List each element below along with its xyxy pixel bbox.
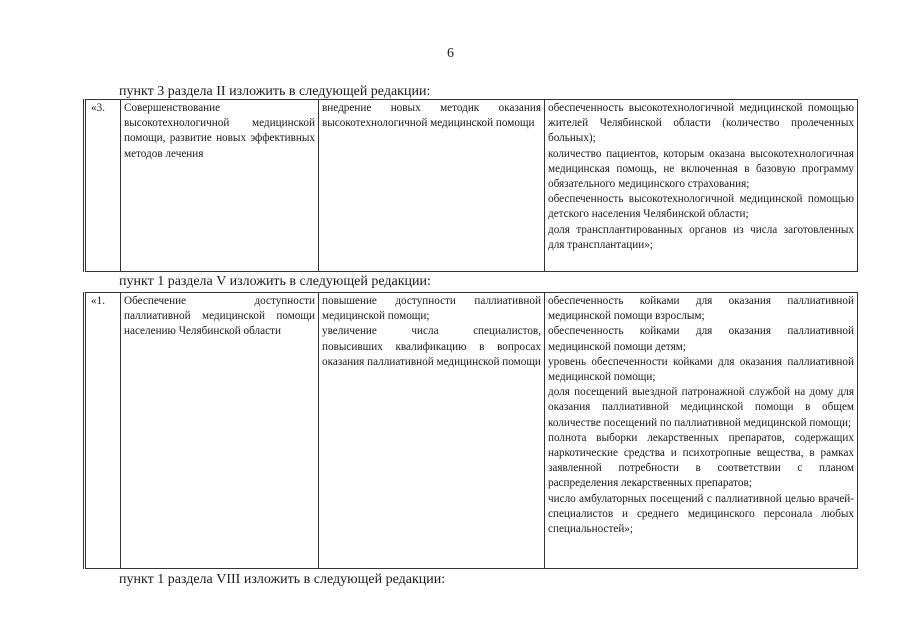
indicator-item: число амбулаторных посещений с паллиативной целью врачей-специалистов и среднего медицинского персонала любых специальностей»; <box>548 492 854 536</box>
table-section-5 <box>83 292 858 569</box>
indicator-item: обеспеченность койками для оказания паллиативной медицинской помощи взрослым; <box>548 295 854 323</box>
table-section-2 <box>83 99 858 272</box>
section-heading-3: пункт 1 раздела VIII изложить в следующей редакции: <box>119 572 446 587</box>
indicator-item: уровень обеспеченности койками для оказания паллиативной медицинской помощи; <box>548 355 854 384</box>
result-cell: внедрение новых методик оказания высокотехнологичной медицинской помощи <box>319 100 545 272</box>
table-row <box>85 293 858 569</box>
section-heading-1: пункт 3 раздела II изложить в следующей редакции: <box>119 84 431 99</box>
indicator-item: обеспеченность высокотехнологичной медицинской помощью жителей Челябинской области (количество пролеченных больных); <box>548 102 854 145</box>
row-number: «1. <box>85 293 121 569</box>
result-item: повышение доступности паллиативной медицинской помощи; <box>322 295 541 323</box>
task-cell: Совершенствование высокотехнологичной медицинской помощи, развитие новых эффективных методов лечения <box>121 100 319 272</box>
indicator-item: доля трансплантированных органов из числа заготовленных для трансплантации»; <box>548 223 854 251</box>
indicators-cell <box>545 100 858 272</box>
page-number: 6 <box>447 46 454 61</box>
indicator-item: доля посещений выездной патронажной службой на дому для оказания паллиативной медицинской помощи в общем количестве посещений по паллиативной медицинской помощи; <box>548 386 854 429</box>
result-item: увеличение числа специалистов, повысивших квалификацию в вопросах оказания паллиативной медицинской помощи <box>322 325 541 368</box>
indicator-item: обеспеченность койками для оказания паллиативной медицинской помощи детям; <box>548 325 854 353</box>
indicator-item: полнота выборки лекарственных препаратов, содержащих наркотические средства и психотропные вещества, в рамках заявленной потребности в соответствии с планом распределения лекарственных препаратов; <box>548 431 854 490</box>
indicator-item: количество пациентов, которым оказана высокотехнологичная медицинская помощь, не включенная в базовую программу обязательного медицинского страхования; <box>548 147 854 191</box>
section-heading-2: пункт 1 раздела V изложить в следующей редакции: <box>119 274 431 289</box>
task-cell: Обеспечение доступности паллиативной медицинской помощи населению Челябинской области <box>121 293 319 569</box>
row-number: «3. <box>85 100 121 272</box>
table-row <box>85 100 858 272</box>
indicators-cell <box>545 293 858 569</box>
indicator-item: обеспеченность высокотехнологичной медицинской помощью детского населения Челябинской области; <box>548 193 854 221</box>
results-cell <box>319 293 545 569</box>
